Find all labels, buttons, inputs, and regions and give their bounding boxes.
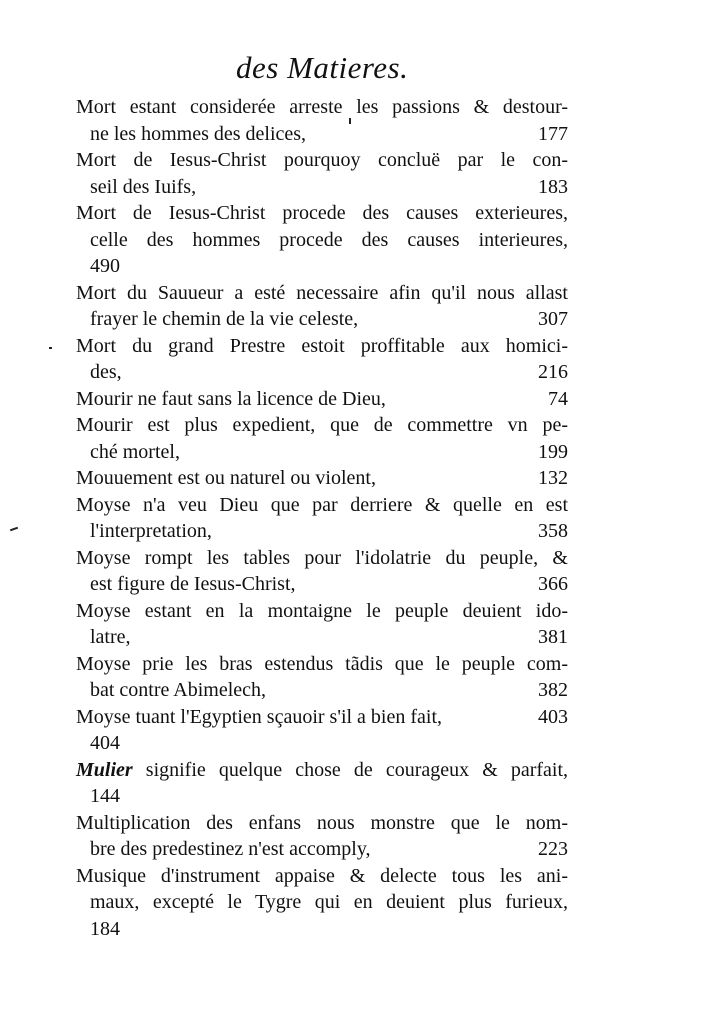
page-header: des Matieres.: [236, 50, 409, 85]
entry-line: maux, excepté le Tygre qui en deuient plus furieux,: [90, 891, 568, 913]
entry-page-number: 382: [538, 679, 568, 701]
entry-line: Multiplication des enfans nous monstre que le nom-: [76, 811, 568, 834]
entry-line: Moyse prie les bras estendus tãdis que le peuple com-: [76, 652, 568, 675]
entry-line: bat contre Abimelech,: [90, 679, 267, 701]
entry-line: Mort du Sauueur a esté necessaire afin qu'il nous allast: [76, 281, 568, 304]
margin-mark-left-2: [10, 527, 18, 532]
entry-line: des,: [90, 361, 122, 383]
entry-line: Moyse n'a veu Dieu que par derriere & quelle en est: [76, 493, 568, 516]
index-entry: [76, 810, 568, 863]
entry-line: Mort de Iesus-Christ pourquoy concluë par le con-: [76, 149, 568, 171]
index-entry: [76, 465, 568, 492]
entry-page-number: 132: [538, 467, 568, 489]
index-entry: [76, 333, 568, 386]
entry-page-number: 404: [90, 732, 120, 754]
entry-line: Mort du grand Prestre estoit proffitable aux homici-: [76, 334, 568, 357]
entry-page-number: 490: [90, 255, 120, 277]
entry-page-number: 74: [548, 387, 568, 410]
index-entry: [76, 863, 568, 943]
entry-page-number: 199: [538, 440, 568, 463]
entry-line: l'interpretation,: [90, 520, 212, 542]
index-entry: [76, 545, 568, 598]
entry-line: Moyse tuant l'Egyptien sçauoir s'il a bien fait,: [76, 705, 443, 728]
entry-line: seil des Iuifs,: [90, 175, 197, 198]
entry-page-number: 358: [538, 520, 568, 542]
entry-line: bre des predestinez n'est accomply,: [90, 838, 371, 860]
index-entry: [76, 598, 568, 651]
entry-line: frayer le chemin de la vie celeste,: [90, 308, 359, 330]
entry-line: Moyse estant en la montaigne le peuple deuient ido-: [76, 599, 568, 622]
entry-line: Mort estant considerée arreste les passions & destour-: [76, 96, 568, 118]
entry-line: latre,: [90, 626, 131, 648]
entry-line: Moyse rompt les tables pour l'idolatrie du peuple, &: [76, 546, 568, 569]
entry-line: Mourir ne faut sans la licence de Dieu,: [76, 387, 386, 410]
index-entry: [76, 147, 568, 200]
entry-page-number: 183: [538, 175, 568, 198]
entry-page-number: 223: [538, 838, 568, 860]
entry-line: celle des hommes procede des causes interieures,: [90, 228, 568, 251]
entry-page-number: 366: [538, 573, 568, 595]
index-entry: [76, 704, 568, 757]
index-entry: [76, 200, 568, 280]
entry-page-number: 403: [538, 705, 568, 728]
entry-page-number: 307: [538, 308, 568, 330]
index-entries: [76, 94, 568, 942]
entry-line: ne les hommes des delices,: [90, 122, 307, 145]
entry-line: Mourir est plus expedient, que de commettre vn pe-: [76, 414, 568, 436]
entry-line: ché mortel,: [90, 440, 180, 463]
index-entry: [76, 757, 568, 810]
entry-page-number: 216: [538, 361, 568, 383]
entry-lead-word: Mulier: [76, 758, 133, 781]
entry-page-number: 144: [90, 785, 120, 807]
index-entry: [76, 280, 568, 333]
entry-line: signifie quelque chose de courageux & parfait,: [145, 758, 569, 781]
index-entry: [76, 651, 568, 704]
margin-mark-left: [49, 347, 52, 349]
index-entry: [76, 94, 568, 147]
entry-page-number: 381: [538, 626, 568, 648]
entry-page-number: 177: [538, 122, 568, 145]
index-entry: [76, 412, 568, 465]
entry-line: est figure de Iesus-Christ,: [90, 573, 296, 595]
entry-line: Musique d'instrument appaise & delecte tous les ani-: [76, 864, 568, 887]
index-entry: [76, 492, 568, 545]
index-entry: [76, 386, 568, 413]
entry-line: Mouuement est ou naturel ou violent,: [76, 467, 376, 489]
entry-page-number: 184: [90, 917, 120, 940]
entry-line: Mort de Iesus-Christ procede des causes exterieures,: [76, 202, 568, 224]
